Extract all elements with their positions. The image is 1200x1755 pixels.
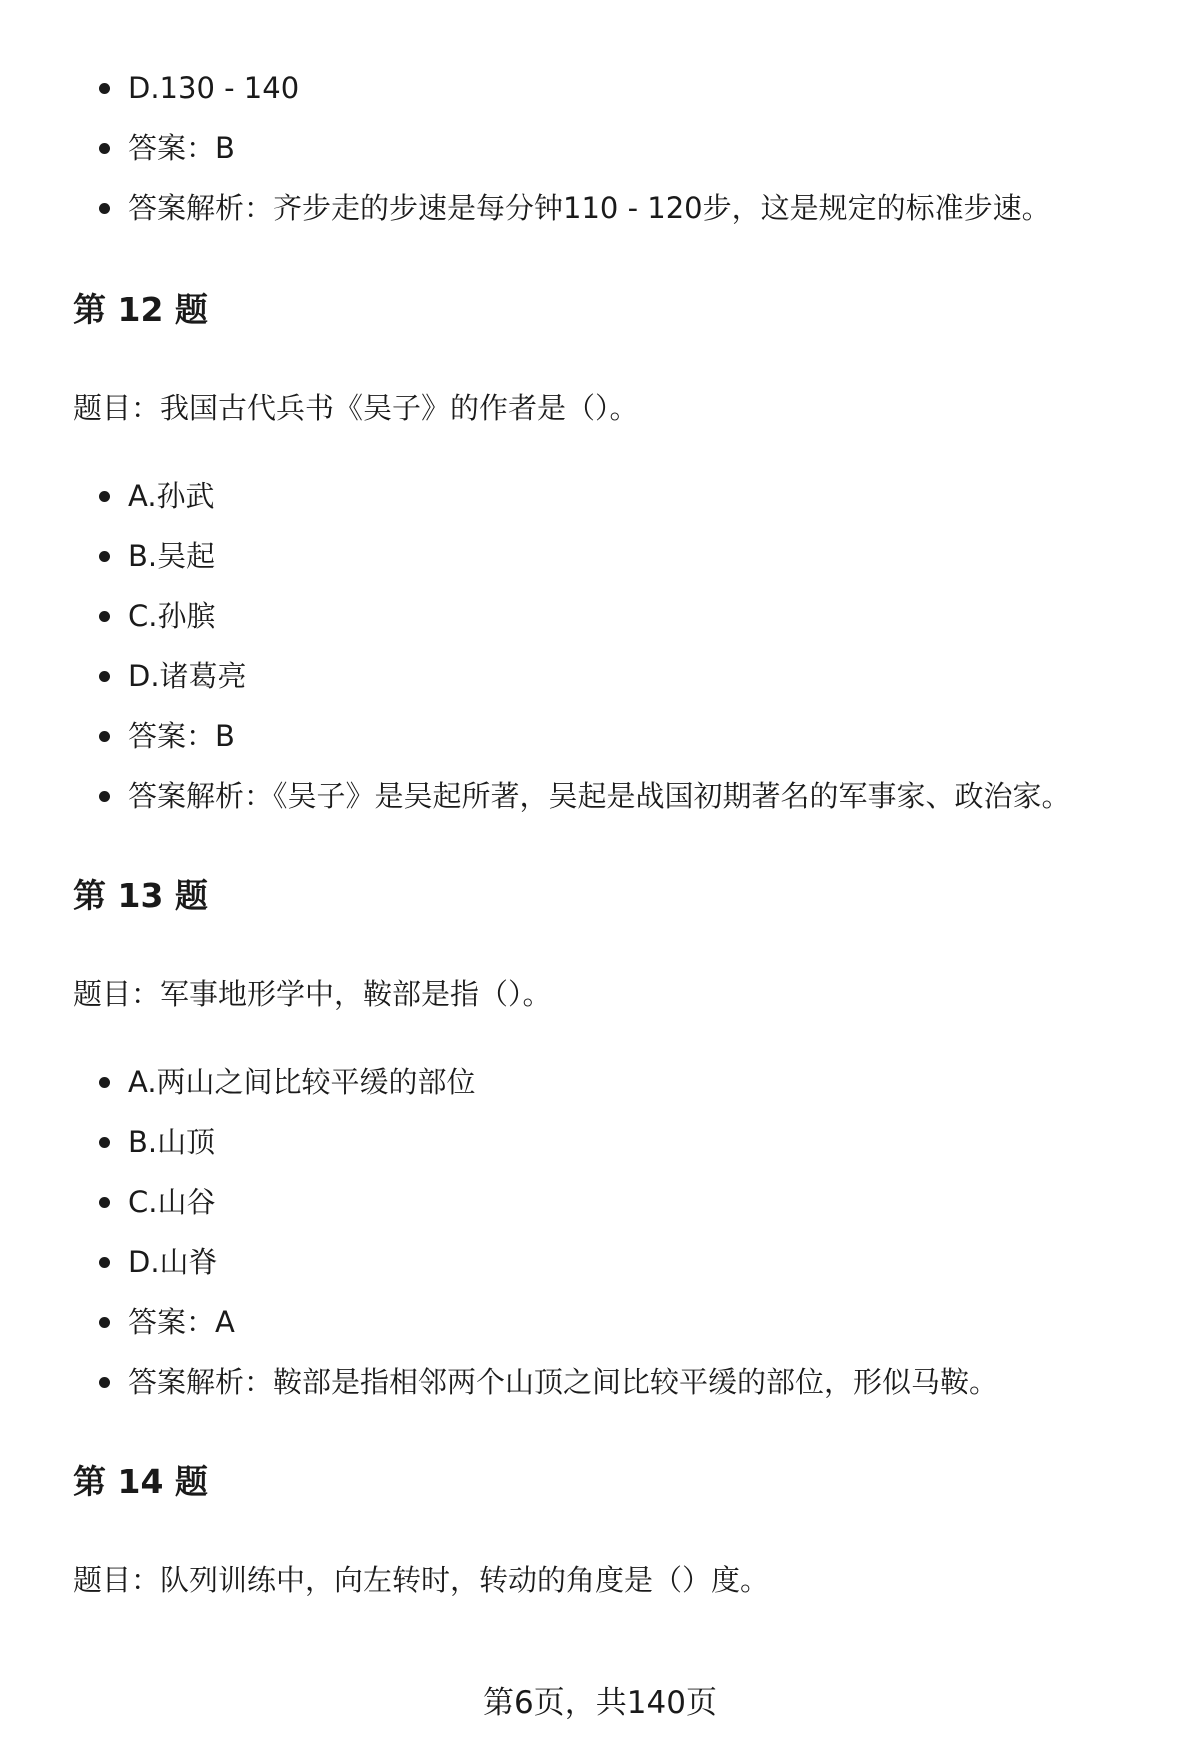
answer: 答案：A (0, 1292, 1200, 1352)
prev-question-list (0, 58, 1200, 238)
option-c: C.孙膑 (0, 586, 1200, 646)
option-d: D.130 - 140 (0, 58, 1200, 118)
answer-explanation: 答案解析：《吴子》是吴起所著，吴起是战国初期著名的军事家、政治家。 (0, 766, 1200, 826)
question-12-heading: 第 12 题 (73, 290, 208, 329)
question-13-list (0, 1052, 1200, 1412)
answer: 答案：B (0, 118, 1200, 178)
question-13-text: 题目：军事地形学中，鞍部是指（）。 (73, 977, 552, 1011)
question-12-text: 题目：我国古代兵书《吴子》的作者是（）。 (73, 391, 639, 425)
option-a: A.孙武 (0, 466, 1200, 526)
answer: 答案：B (0, 706, 1200, 766)
option-b: B.吴起 (0, 526, 1200, 586)
option-d: D.山脊 (0, 1232, 1200, 1292)
option-a: A.两山之间比较平缓的部位 (0, 1052, 1200, 1112)
option-c: C.山谷 (0, 1172, 1200, 1232)
question-14-text: 题目：队列训练中，向左转时，转动的角度是（）度。 (73, 1563, 770, 1597)
option-b: B.山顶 (0, 1112, 1200, 1172)
page-number: 第6页，共140页 (483, 1685, 717, 1721)
option-d: D.诸葛亮 (0, 646, 1200, 706)
answer-explanation: 答案解析：鞍部是指相邻两个山顶之间比较平缓的部位，形似马鞍。 (0, 1352, 1200, 1412)
question-12-list (0, 466, 1200, 826)
answer-explanation: 答案解析：齐步走的步速是每分钟110 - 120步，这是规定的标准步速。 (0, 178, 1200, 238)
question-13-heading: 第 13 题 (73, 876, 208, 915)
question-14-heading: 第 14 题 (73, 1462, 208, 1501)
